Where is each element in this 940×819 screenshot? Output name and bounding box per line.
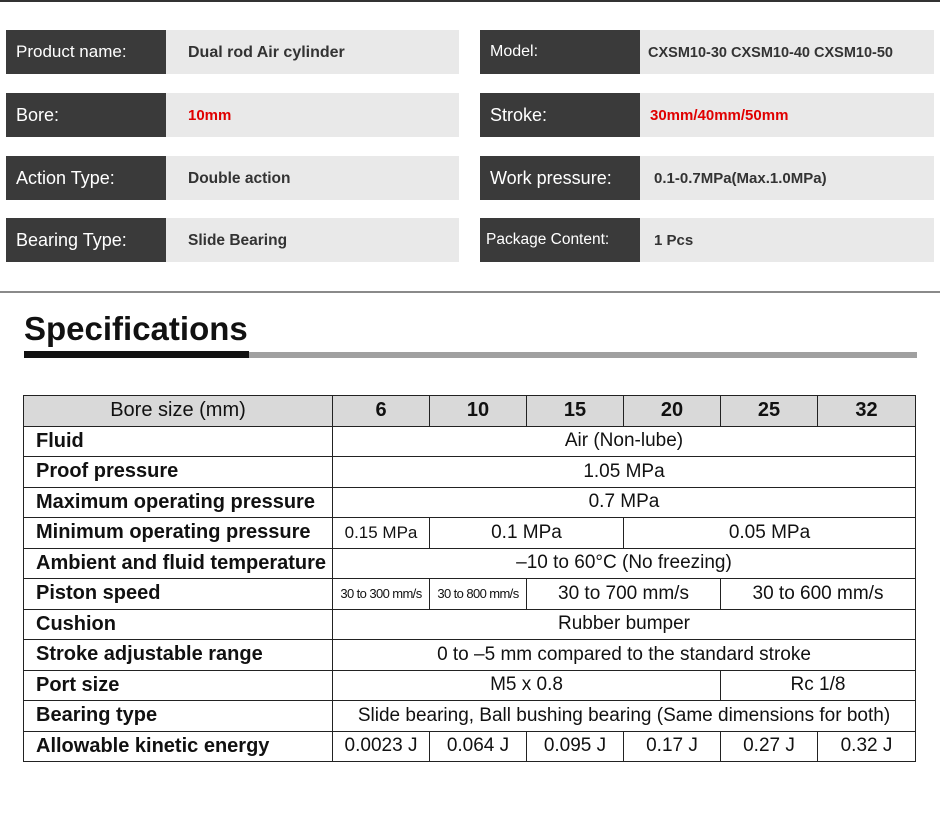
title-underline-dark [24,351,249,358]
bore-size-10: 10 [430,396,527,427]
kinetic-energy-32: 0.32 J [818,731,916,762]
title-underline-grey [249,352,917,358]
min-pressure-10-15: 0.1 MPa [430,518,624,549]
bore-size-32: 32 [818,396,916,427]
port-size-label: Port size [24,670,333,701]
bearing-type-row-value: Slide bearing, Ball bushing bearing (Same dimensions for both) [333,701,916,732]
product-name-label: Product name: [6,30,166,74]
min-operating-pressure-label: Minimum operating pressure [24,518,333,549]
piston-speed-25-32: 30 to 600 mm/s [721,579,916,610]
bore-size-header: Bore size (mm) [24,396,333,427]
stroke-label: Stroke: [480,93,640,137]
work-pressure-value: 0.1-0.7MPa(Max.1.0MPa) [640,156,934,200]
table-row [24,548,916,579]
package-content-value: 1 Pcs [640,218,934,262]
table-row [24,731,916,762]
min-pressure-20-32: 0.05 MPa [624,518,916,549]
max-operating-pressure-value: 0.7 MPa [333,487,916,518]
temperature-label: Ambient and fluid temperature [24,548,333,579]
specifications-table [23,395,916,762]
kinetic-energy-20: 0.17 J [624,731,721,762]
stroke-value: 30mm/40mm/50mm [640,93,934,137]
stroke-range-value: 0 to –5 mm compared to the standard stroke [333,640,916,671]
kinetic-energy-10: 0.064 J [430,731,527,762]
piston-speed-10: 30 to 800 mm/s [430,579,527,610]
action-type-label: Action Type: [6,156,166,200]
kinetic-energy-6: 0.0023 J [333,731,430,762]
kinetic-energy-label: Allowable kinetic energy [24,731,333,762]
bearing-type-row-label: Bearing type [24,701,333,732]
cushion-label: Cushion [24,609,333,640]
top-border-line [0,0,940,2]
stroke-range-label: Stroke adjustable range [24,640,333,671]
kinetic-energy-25: 0.27 J [721,731,818,762]
fluid-label: Fluid [24,426,333,457]
table-header-row [24,396,916,427]
proof-pressure-value: 1.05 MPa [333,457,916,488]
port-size-32: Rc 1/8 [721,670,916,701]
bore-size-6: 6 [333,396,430,427]
cushion-value: Rubber bumper [333,609,916,640]
piston-speed-label: Piston speed [24,579,333,610]
bore-size-15: 15 [527,396,624,427]
table-row [24,518,916,549]
bearing-type-value: Slide Bearing [166,218,459,262]
specifications-title: Specifications [24,310,248,347]
bore-size-25: 25 [721,396,818,427]
table-row [24,426,916,457]
model-value: CXSM10-30 CXSM10-40 CXSM10-50 [640,30,934,74]
bore-label: Bore: [6,93,166,137]
table-row [24,487,916,518]
section-divider [0,291,940,293]
table-row [24,701,916,732]
piston-speed-15-20: 30 to 700 mm/s [527,579,721,610]
package-content-label: Package Content: [480,218,640,262]
fluid-value: Air (Non-lube) [333,426,916,457]
action-type-value: Double action [166,156,459,200]
table-row [24,670,916,701]
product-name-value: Dual rod Air cylinder [166,30,459,74]
bore-size-20: 20 [624,396,721,427]
port-size-6-25: M5 x 0.8 [333,670,721,701]
piston-speed-6: 30 to 300 mm/s [333,579,430,610]
bore-value: 10mm [166,93,459,137]
table-row [24,609,916,640]
kinetic-energy-15: 0.095 J [527,731,624,762]
temperature-value: –10 to 60°C (No freezing) [333,548,916,579]
model-label: Model: [480,30,640,74]
table-row [24,579,916,610]
bearing-type-label: Bearing Type: [6,218,166,262]
max-operating-pressure-label: Maximum operating pressure [24,487,333,518]
table-row [24,640,916,671]
table-row [24,457,916,488]
proof-pressure-label: Proof pressure [24,457,333,488]
min-pressure-6: 0.15 MPa [333,518,430,549]
work-pressure-label: Work pressure: [480,156,640,200]
